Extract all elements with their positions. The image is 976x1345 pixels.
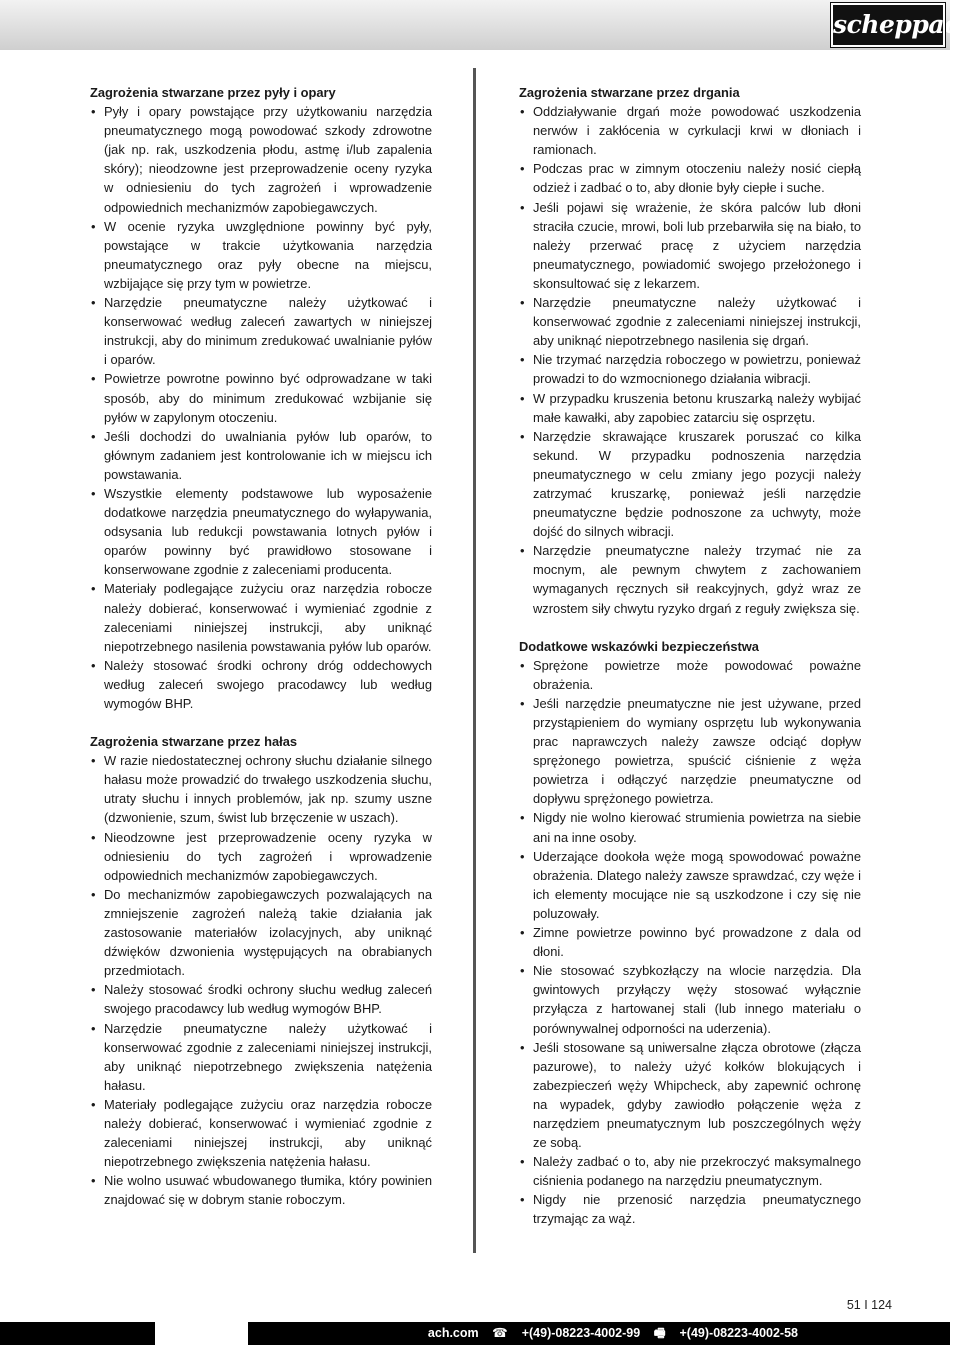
list-item: • Wszystkie elementy podstawowe lub wyposażenie dodatkowe narzędzia pneumatycznego do wyłapywania, odsysania lub redukcji powstawania lotnych pyłów i oparów powinny być prawidłowo stosowane i konserwowane zgodnie z zaleceniami producenta. [90, 484, 432, 579]
bullet-list [90, 751, 432, 1209]
list-item: • Nigdy nie przenosić narzędzia pneumatycznego trzymając za wąż. [519, 1190, 861, 1228]
list-item: • Pyły i opary powstające przy użytkowaniu narzędzia pneumatycznego mogą powodować szkody zdrowotne (jak np. rak, uszkodzenia płodu, astmę i/lub zapalenia skóry); nieodzowne jest przeprowadzenie oceny ryzyka w odniesieniu do tych zagrożeń i wprowadzenie odpowiednich mechanizmów zapobiegawczych. [90, 102, 432, 217]
list-item: • Nie wolno usuwać wbudowanego tłumika, który powinien znajdować się w dobrym stanie roboczym. [90, 1171, 432, 1209]
list-item: • Materiały podlegające zużyciu oraz narzędzia robocze należy dobierać, konserwować i wymieniać zgodnie z zaleceniami niniejszej instrukcji, aby uniknąć niepotrzebnego nasilenia powstawania pyłów lub oparów. [90, 579, 432, 655]
section-vibration [519, 83, 861, 618]
section-dust-fumes [90, 83, 432, 713]
list-item: • Należy stosować środki ochrony dróg oddechowych według zaleceń swojego pracodawcy lub według wymogów BHP. [90, 656, 432, 713]
list-item: • Narzędzie pneumatyczne należy użytkować i konserwować zgodnie z zaleceniami niniejszej instrukcji, aby uniknąć niepotrzebnego zwiększenia natężenia hałasu. [90, 1019, 432, 1095]
section-title: Zagrożenia stwarzane przez pyły i opary [90, 85, 336, 100]
list-item: • Materiały podlegające zużyciu oraz narzędzia robocze należy dobierać, konserwować i wymieniać zgodnie z zaleceniami niniejszej instrukcji, aby uniknąć niepotrzebnego zwiększenia natężenia hałasu. [90, 1095, 432, 1171]
bullet-list [519, 656, 861, 1229]
footer-gap [155, 1322, 248, 1345]
list-item: • Należy zadbać o to, aby nie przekroczyć maksymalnego ciśnienia podanego na narzędziu pneumatycznym. [519, 1152, 861, 1190]
footer-fax [654, 1326, 798, 1340]
list-item: • Zimne powietrze powinno być prowadzone z dala od dłoni. [519, 923, 861, 961]
list-item: • Jeśli pojawi się wrażenie, że skóra palców lub dłoni straciła czucie, mrowi, boli lub przebarwiła się na biało, to należy przerwać pracę z użyciem narzędzia pneumatycznego, powiadomić swojego przełożonego i skonsultować się z lekarzem. [519, 198, 861, 293]
page-number: 51 I 124 [846, 1298, 892, 1312]
list-item: • Oddziaływanie drgań może powodować uszkodzenia nerwów i zakłócenia w cyrkulacji krwi w dłoniach i ramionach. [519, 102, 861, 159]
list-item: • Powietrze powrotne powinno być odprowadzane w taki sposób, aby do minimum zredukować wzbijanie się pyłów w zapylonym otoczeniu. [90, 369, 432, 426]
footer-contact [428, 1322, 798, 1345]
list-item: • W ocenie ryzyka uwzględnione powinny być pyły, powstające w trakcie użytkowania narzędzia pneumatycznego oraz pyły obecne na miejscu, wzbijające się przy tym w powietrze. [90, 217, 432, 293]
section-additional-safety [519, 637, 861, 1229]
list-item: • Narzędzie pneumatyczne należy użytkować i konserwować zgodnie z zaleceniami niniejszej instrukcji, aby uniknąć niepotrzebnego nasilenia się drgań. [519, 293, 861, 350]
bullet-list [519, 102, 861, 618]
footer-phone [492, 1326, 640, 1340]
phone-number: +(49)-08223-4002-99 [521, 1326, 641, 1340]
list-item: • Narzędzie skrawające kruszarek poruszać co kilka sekund. W przypadku podnoszenia narzędzia pneumatycznego w celu zmiany jego pozycji należy zatrzymać kruszarkę, ponieważ jeśli narzędzie pneumatyczne będzie podnoszone za uchwyty, może dojść do silnych wibracji. [519, 427, 861, 542]
phone-icon: ☎ [492, 1326, 508, 1340]
brand-logo: scheppach [831, 3, 945, 47]
list-item: • Nieodzowne jest przeprowadzenie oceny ryzyka w odniesieniu do tych zagrożeń i wprowadzenie odpowiednich mechanizmów zapobiegawczych. [90, 828, 432, 885]
list-item: • Należy stosować środki ochrony słuchu według zaleceń swojego pracodawcy lub według wymogów BHP. [90, 980, 432, 1018]
list-item: • Jeśli dochodzi do uwalniania pyłów lub oparów, to głównym zadaniem jest kontrolowanie ich w miejscu ich powstawania. [90, 427, 432, 484]
list-item: • Jeśli narzędzie pneumatyczne nie jest używane, przed przystąpieniem do wymiany osprzętu lub wykonywania prac naprawczych należy zawsze odciąć dopływ sprężonego powietrza, spuścić ciśnienie z węża powietrza i odłączyć narzędzie pneumatyczne od dopływu sprężonego powietrza. [519, 694, 861, 809]
list-item: • Nie stosować szybkozłączy na wlocie narzędzia. Dla gwintowych przyłączy węży stosować wyłącznie przyłącza z hartowanej stali (lub innego materiału o porównywalnej odporności na uderzenia). [519, 961, 861, 1037]
fax-icon: 🖷 [653, 1326, 666, 1340]
list-item: • Narzędzie pneumatyczne należy trzymać nie za mocnym, ale pewnym chwytem z zachowaniem wymaganych ręcznych sił reakcyjnych, gdyż wraz ze wzrostem siły chwytu ryzyko drgań z reguły zwiększa się. [519, 541, 861, 617]
list-item: • Do mechanizmów zapobiegawczych pozwalających na zmniejszenie zagrożeń należą takie działania jak zastosowanie materiałów izolacyjnych, aby uniknąć dźwięków dzwonienia występujących na obrabianych przedmiotach. [90, 885, 432, 980]
list-item: • W razie niedostatecznej ochrony słuchu działanie silnego hałasu może prowadzić do trwałego uszkodzenia słuchu, utraty słuchu i innych problemów, jak np. szumy uszne (dzwonienie, szum, świst lub brzęczenie w uszach). [90, 751, 432, 827]
section-title: Dodatkowe wskazówki bezpieczeństwa [519, 638, 759, 654]
section-title: Zagrożenia stwarzane przez drgania [519, 85, 740, 100]
list-item: • Nie trzymać narzędzia roboczego w powietrzu, ponieważ prowadzi to do wzmocnionego działania wibracji. [519, 350, 861, 388]
left-column [90, 83, 432, 1209]
list-item: • Sprężone powietrze może powodować poważne obrażenia. [519, 656, 861, 694]
section-title: Zagrożenia stwarzane przez hałas [90, 734, 298, 750]
header-bar [0, 0, 976, 50]
right-column [519, 83, 861, 1229]
list-item: • Uderzające dookoła węże mogą spowodować poważne obrażenia. Dlatego należy zawsze sprawdzać, czy węże i ich elementy mocujące nie są uszkodzone i czy się nie poluzowały. [519, 847, 861, 923]
bullet-list [90, 102, 432, 713]
list-item: • Narzędzie pneumatyczne należy użytkować i konserwować według zaleceń zawartych w niniejszej instrukcji, aby do minimum zredukować uwalnianie pyłów i oparów. [90, 293, 432, 369]
fax-number: +(49)-08223-4002-58 [679, 1326, 798, 1340]
footer-website[interactable]: ach.com [427, 1326, 479, 1340]
column-divider [473, 68, 476, 1253]
section-noise [90, 732, 432, 1209]
list-item: • Nigdy nie wolno kierować strumienia powietrza na siebie ani na inne osoby. [519, 808, 861, 846]
list-item: • Podczas prac w zimnym otoczeniu należy nosić ciepłą odzież i zadbać o to, aby dłonie były ciepłe i suche. [519, 159, 861, 197]
list-item: • Jeśli stosowane są uniwersalne złącza obrotowe (złącza pazurowe), to należy użyć kołków blokujących i zabezpieczeń węży Whipcheck, aby zapewnić ochronę na wypadek, gdyby zawiodło połączenie węża z narzędziem pneumatycznym lub poszczególnych węży ze sobą. [519, 1038, 861, 1153]
list-item: • W przypadku kruszenia betonu kruszarką należy wybijać małe kawałki, aby zapobiec zatarciu się osprzętu. [519, 389, 861, 427]
footer-bar [0, 1322, 950, 1345]
